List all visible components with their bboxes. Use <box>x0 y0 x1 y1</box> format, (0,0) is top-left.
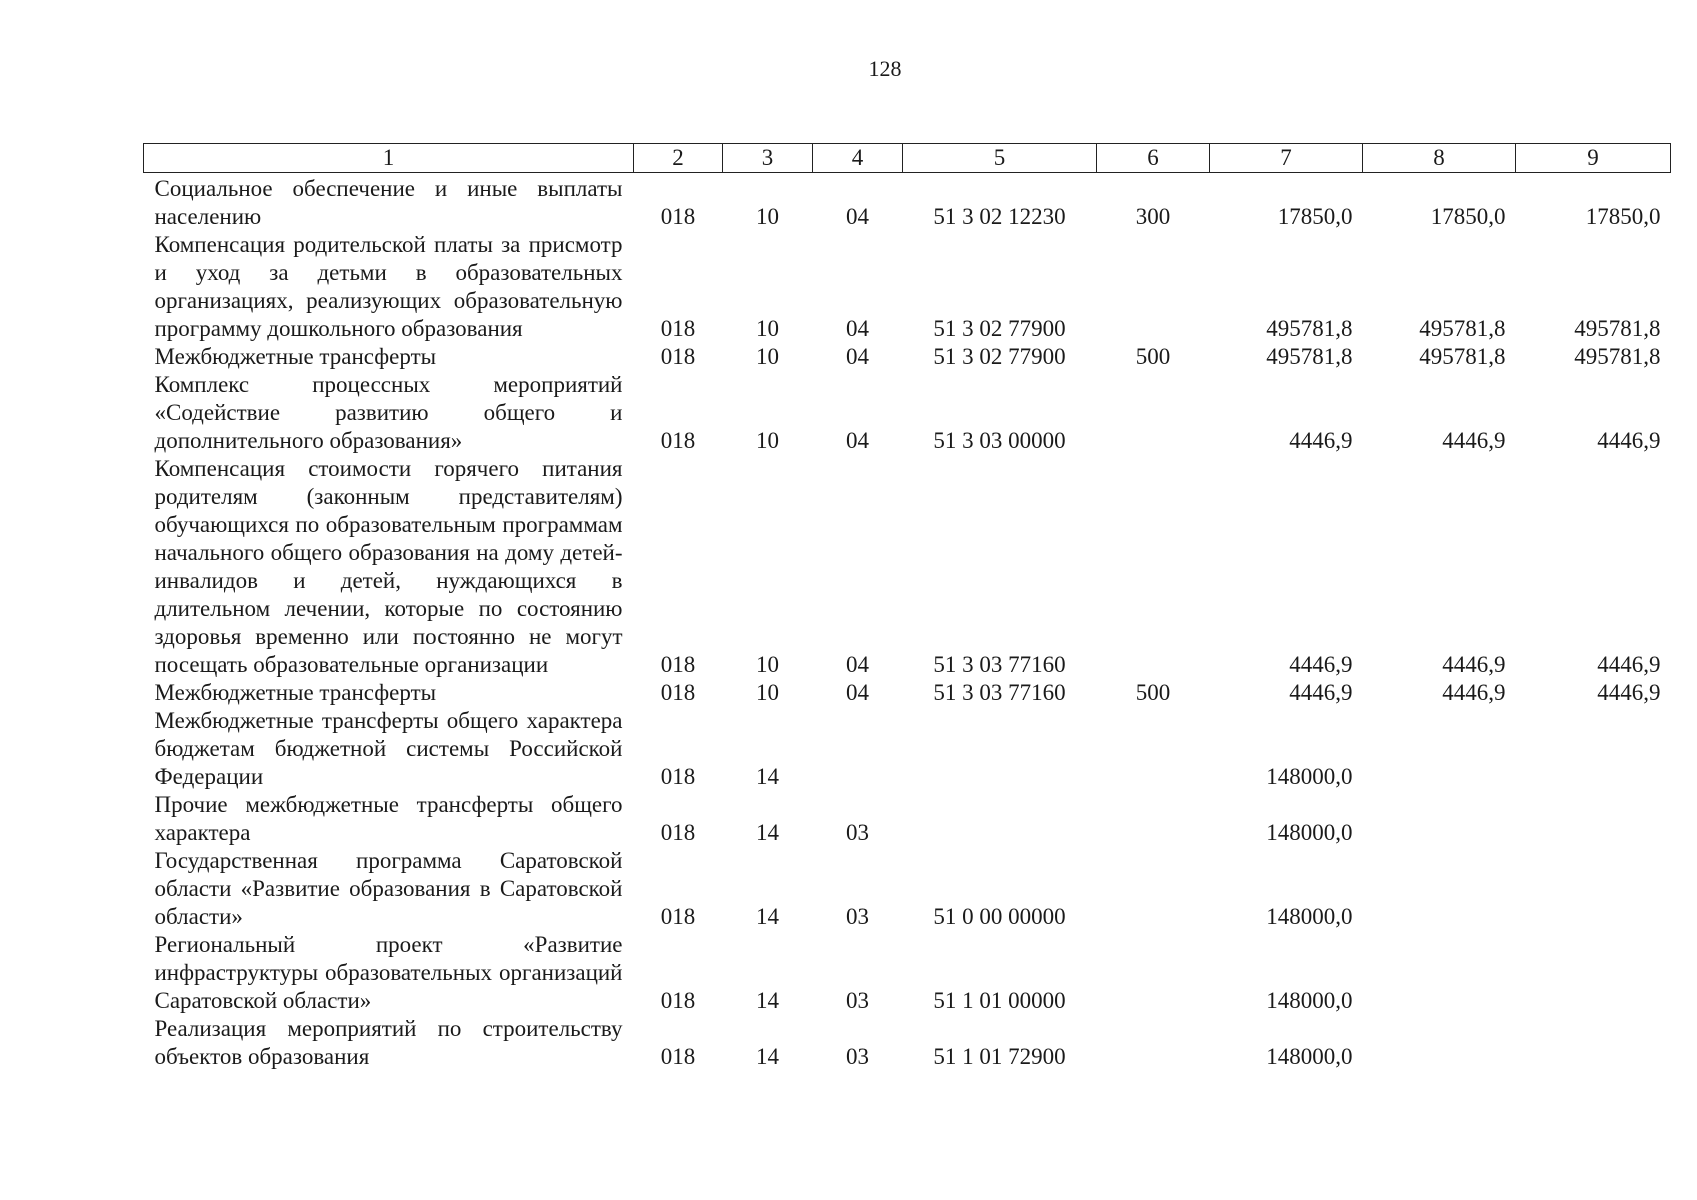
header-col-4: 4 <box>813 144 903 173</box>
table-row <box>144 847 1671 931</box>
cell-amount-9 <box>1516 1015 1671 1071</box>
cell-section: 10 <box>756 680 779 705</box>
cell-target-article <box>903 791 1097 847</box>
cell-section: 10 <box>756 204 779 229</box>
row-name <box>144 791 634 847</box>
cell-amount-9: 4446,9 <box>1597 652 1661 677</box>
cell-subsection: 04 <box>846 316 869 341</box>
cell-amount-9: 495781,8 <box>1574 316 1661 341</box>
row-name-text: Социальное обеспечение и иные выплаты населению <box>154 176 623 229</box>
cell-subsection: 03 <box>846 904 869 929</box>
cell-ministry: 018 <box>660 904 696 929</box>
table-row <box>144 231 1671 343</box>
cell-amount-7: 4446,9 <box>1289 680 1353 705</box>
row-name-text: Реализация мероприятий по строительству объектов образования <box>154 1016 623 1069</box>
cell-section: 14 <box>756 1044 779 1069</box>
cell-subsection: 04 <box>846 204 869 229</box>
cell-amount-8: 495781,8 <box>1419 316 1506 341</box>
table-row <box>144 173 1671 232</box>
cell-target-article: 51 3 02 77900 <box>933 316 1066 341</box>
row-name <box>144 1015 634 1071</box>
cell-target-article: 51 3 03 77160 <box>933 680 1066 705</box>
cell-expense-type: 500 <box>1135 344 1171 369</box>
cell-section: 10 <box>756 344 779 369</box>
cell-amount-7: 148000,0 <box>1266 820 1353 845</box>
cell-amount-8 <box>1363 1015 1516 1071</box>
row-name <box>144 455 634 679</box>
cell-ministry: 018 <box>660 764 696 789</box>
cell-amount-9: 17850,0 <box>1585 204 1661 229</box>
cell-amount-8: 17850,0 <box>1430 204 1506 229</box>
cell-ministry: 018 <box>660 428 696 453</box>
row-name <box>144 371 634 455</box>
cell-ministry: 018 <box>660 1044 696 1069</box>
cell-amount-9: 4446,9 <box>1597 680 1661 705</box>
header-col-1: 1 <box>144 144 634 173</box>
row-name-text: Межбюджетные трансферты общего характера бюджетам бюджетной системы Российской Федерации <box>154 708 623 789</box>
header-col-8: 8 <box>1363 144 1516 173</box>
cell-expense-type <box>1097 455 1210 679</box>
cell-section: 10 <box>756 652 779 677</box>
table-row <box>144 371 1671 455</box>
cell-ministry: 018 <box>660 988 696 1013</box>
cell-expense-type <box>1097 231 1210 343</box>
cell-ministry: 018 <box>660 344 696 369</box>
cell-subsection: 03 <box>846 820 869 845</box>
cell-section: 14 <box>756 904 779 929</box>
header-row <box>144 144 1671 173</box>
cell-target-article: 51 1 01 72900 <box>933 1044 1066 1069</box>
cell-expense-type <box>1097 847 1210 931</box>
row-name <box>144 173 634 232</box>
table-row <box>144 1015 1671 1071</box>
header-col-7: 7 <box>1210 144 1363 173</box>
cell-ministry: 018 <box>660 820 696 845</box>
table-row <box>144 455 1671 679</box>
page-number: 128 <box>868 56 902 81</box>
row-name-text: Компенсация стоимости горячего питания родителям (законным представителям) обучающихся по образовательным программам начального общего образования на дому детей-инвалидов и детей, нуждающихся в длительном лечении, которые по состоянию здоровья временно или постоянно не могут посещать образовательные организации <box>154 456 623 677</box>
row-name-text: Прочие межбюджетные трансферты общего характера <box>154 792 623 845</box>
cell-section: 10 <box>756 316 779 341</box>
cell-expense-type: 500 <box>1135 680 1171 705</box>
header-col-6: 6 <box>1097 144 1210 173</box>
cell-amount-7: 148000,0 <box>1266 1044 1353 1069</box>
cell-subsection: 03 <box>846 1044 869 1069</box>
row-name <box>144 847 634 931</box>
cell-amount-8: 495781,8 <box>1419 344 1506 369</box>
cell-amount-9: 4446,9 <box>1597 428 1661 453</box>
cell-ministry: 018 <box>660 204 696 229</box>
row-name <box>144 343 634 371</box>
cell-expense-type: 300 <box>1135 204 1171 229</box>
row-name <box>144 707 634 791</box>
cell-target-article: 51 3 02 77900 <box>933 344 1066 369</box>
cell-target-article: 51 3 03 77160 <box>933 652 1066 677</box>
cell-subsection: 04 <box>846 344 869 369</box>
cell-target-article: 51 0 00 00000 <box>933 904 1066 929</box>
cell-expense-type <box>1097 1015 1210 1071</box>
cell-target-article: 51 3 03 00000 <box>933 428 1066 453</box>
row-name <box>144 931 634 1015</box>
cell-expense-type <box>1097 791 1210 847</box>
cell-amount-7: 4446,9 <box>1289 428 1353 453</box>
cell-subsection: 04 <box>846 428 869 453</box>
cell-section: 14 <box>756 820 779 845</box>
cell-amount-7: 148000,0 <box>1266 988 1353 1013</box>
cell-subsection: 03 <box>846 988 869 1013</box>
cell-target-article: 51 1 01 00000 <box>933 988 1066 1013</box>
cell-expense-type <box>1097 707 1210 791</box>
table-row <box>144 679 1671 707</box>
row-name-text: Межбюджетные трансферты <box>154 344 437 369</box>
cell-amount-7: 495781,8 <box>1266 316 1353 341</box>
cell-amount-8 <box>1363 847 1516 931</box>
row-name-text: Региональный проект «Развитие инфраструктуры образовательных организаций Саратовской области» <box>154 932 623 1013</box>
cell-expense-type <box>1097 931 1210 1015</box>
cell-section: 10 <box>756 428 779 453</box>
cell-amount-7: 148000,0 <box>1266 764 1353 789</box>
header-col-5: 5 <box>903 144 1097 173</box>
budget-table <box>143 143 1671 1071</box>
header-col-2: 2 <box>634 144 723 173</box>
row-name <box>144 231 634 343</box>
cell-amount-7: 4446,9 <box>1289 652 1353 677</box>
cell-ministry: 018 <box>660 652 696 677</box>
cell-amount-8 <box>1363 931 1516 1015</box>
cell-amount-8: 4446,9 <box>1442 428 1506 453</box>
row-name-text: Компенсация родительской платы за присмотр и уход за детьми в образовательных организациях, реализующих образовательную программу дошкольного образования <box>154 232 623 341</box>
row-name-text: Межбюджетные трансферты <box>154 680 437 705</box>
cell-amount-9 <box>1516 707 1671 791</box>
cell-subsection: 04 <box>846 652 869 677</box>
cell-target-article: 51 3 02 12230 <box>933 204 1066 229</box>
cell-subsection: 04 <box>846 680 869 705</box>
cell-amount-9 <box>1516 847 1671 931</box>
header-col-3: 3 <box>723 144 813 173</box>
table-row <box>144 707 1671 791</box>
cell-amount-8: 4446,9 <box>1442 680 1506 705</box>
cell-ministry: 018 <box>660 680 696 705</box>
cell-amount-7: 148000,0 <box>1266 904 1353 929</box>
table-row <box>144 343 1671 371</box>
cell-ministry: 018 <box>660 316 696 341</box>
cell-target-article <box>903 707 1097 791</box>
cell-section: 14 <box>756 764 779 789</box>
table-row <box>144 791 1671 847</box>
cell-amount-8 <box>1363 791 1516 847</box>
row-name-text: Комплекс процессных мероприятий «Содействие развитию общего и дополнительного образования» <box>154 372 623 453</box>
cell-amount-9 <box>1516 931 1671 1015</box>
cell-amount-9: 495781,8 <box>1574 344 1661 369</box>
header-col-9: 9 <box>1516 144 1671 173</box>
cell-subsection <box>813 707 903 791</box>
table-row <box>144 931 1671 1015</box>
cell-amount-8: 4446,9 <box>1442 652 1506 677</box>
cell-expense-type <box>1097 371 1210 455</box>
row-name <box>144 679 634 707</box>
cell-amount-8 <box>1363 707 1516 791</box>
row-name-text: Государственная программа Саратовской области «Развитие образования в Саратовской области» <box>154 848 623 929</box>
cell-section: 14 <box>756 988 779 1013</box>
cell-amount-9 <box>1516 791 1671 847</box>
cell-amount-7: 495781,8 <box>1266 344 1353 369</box>
cell-amount-7: 17850,0 <box>1277 204 1353 229</box>
